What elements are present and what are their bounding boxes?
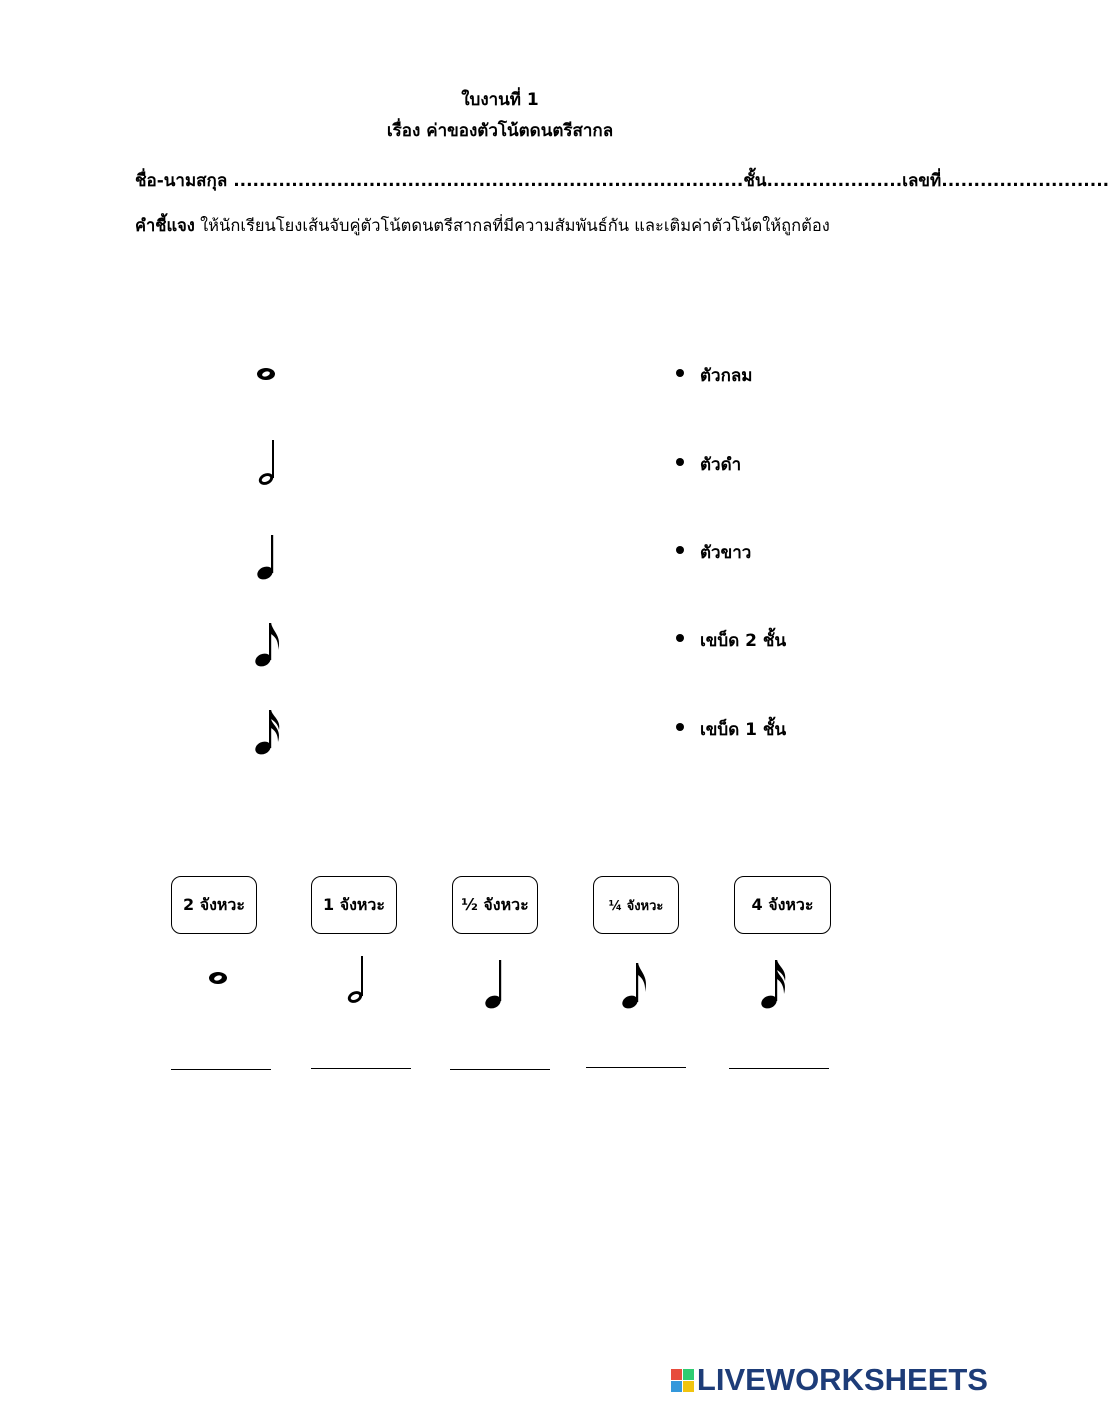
whole-note-icon[interactable] — [250, 362, 290, 392]
liveworksheets-brand — [671, 1362, 988, 1398]
student-info-line — [135, 167, 1109, 194]
name-label: ชื่อ-นามสกุล — [135, 171, 228, 191]
eighth-note-icon — [619, 960, 659, 1016]
beat-box-1: 1 จังหวะ — [311, 876, 397, 934]
option-sixteenth[interactable]: เขบ็ด 2 ชั้น — [700, 631, 787, 651]
number-field[interactable]: .......................... — [941, 171, 1109, 191]
quarter-note-icon[interactable] — [252, 533, 292, 589]
sixteenth-note-icon[interactable] — [250, 708, 290, 764]
answer-line-3[interactable] — [450, 1069, 550, 1070]
class-label: ชั้น — [743, 171, 767, 191]
answer-line-1[interactable] — [171, 1069, 271, 1070]
instruction-label: คำชี้แจง — [135, 216, 195, 235]
option-eighth[interactable]: เขบ็ด 1 ชั้น — [700, 720, 787, 740]
half-note-icon — [344, 952, 384, 1008]
option-whole[interactable]: ตัวกลม — [700, 366, 753, 386]
page-title: ใบงานที่ 1 — [461, 90, 539, 110]
liveworksheets-logo-icon — [671, 1369, 694, 1392]
quarter-note-icon — [482, 958, 522, 1014]
option-quarter[interactable]: ตัวดำ — [700, 455, 742, 475]
beat-box-half: ½ จังหวะ — [452, 876, 538, 934]
bullet-icon — [676, 723, 684, 731]
bullet-icon — [676, 369, 684, 377]
instruction — [135, 213, 830, 239]
page-subtitle: เรื่อง ค่าของตัวโน้ตดนตรีสากล — [386, 121, 614, 141]
eighth-note-icon[interactable] — [250, 620, 290, 676]
class-field[interactable]: ..................... — [766, 171, 903, 191]
beat-box-quarter: ¼ จังหวะ — [593, 876, 679, 934]
name-field[interactable]: ............................................................................... — [233, 171, 744, 191]
beat-box-4: 4 จังหวะ — [734, 876, 831, 934]
answer-line-5[interactable] — [729, 1068, 829, 1069]
brand-name: LIVEWORKSHEETS — [696, 1362, 988, 1397]
instruction-text: ให้นักเรียนโยงเส้นจับคู่ตัวโน้ตดนตรีสากลที่มีความสัมพันธ์กัน และเติมค่าตัวโน้ตให้ถูกต้อง — [200, 216, 830, 235]
sixteenth-note-icon — [758, 958, 798, 1014]
bullet-icon — [676, 546, 684, 554]
whole-note-icon — [204, 966, 244, 996]
answer-line-4[interactable] — [586, 1067, 686, 1068]
bullet-icon — [676, 458, 684, 466]
number-label: เลขที่ — [902, 171, 942, 191]
beat-box-2: 2 จังหวะ — [171, 876, 257, 934]
half-note-icon[interactable] — [252, 436, 292, 492]
bullet-icon — [676, 634, 684, 642]
option-half[interactable]: ตัวขาว — [700, 543, 752, 563]
answer-line-2[interactable] — [311, 1068, 411, 1069]
